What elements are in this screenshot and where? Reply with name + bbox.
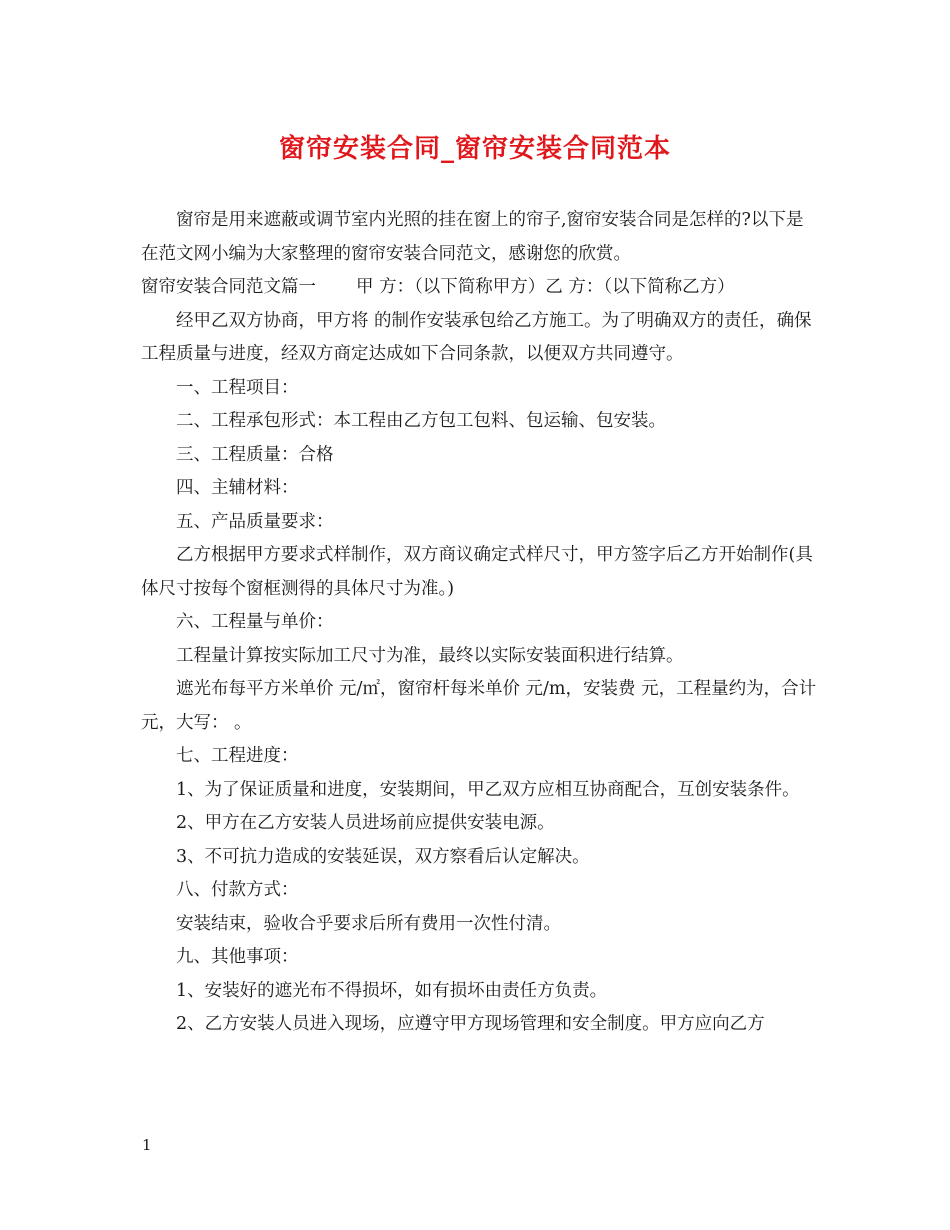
intro-paragraph (141, 204, 817, 271)
section-heading-line (141, 271, 817, 305)
item-3: 三、工程质量：合格 (176, 444, 334, 465)
item-7-2: 2、甲方在乙方安装人员进场前应提供安装电源。 (176, 813, 555, 833)
item-5-text (141, 539, 817, 606)
item-4: 四、主辅材料： (176, 478, 299, 498)
preamble-line-1: 经甲乙双方协商，甲方将 的制作安装承包给乙方施工。为了明确双方的责任， (176, 310, 777, 331)
item-5-text-line-1: 乙方根据甲方要求式样制作，双方商议确定式样尺寸，甲方签字后乙方开始制 (176, 545, 771, 565)
item-7-1-line-2: 件。 (764, 779, 800, 800)
page-number: 1 (142, 1136, 152, 1154)
document-title: 窗帘安装合同_窗帘安装合同范本 (278, 134, 671, 164)
item-7-1-line-1: 1、为了保证质量和进度，安装期间，甲乙双方应相互协商配合，互创安装条 (176, 779, 765, 800)
item-9: 九、其他事项： (176, 947, 299, 967)
item-6: 六、工程量与单价： (176, 612, 334, 632)
item-7-1 (141, 774, 817, 808)
item-1: 一、工程项目： (176, 377, 299, 398)
intro-line-2: 下是在范文网小编为大家整理的窗帘安装合同范文，感谢您的欣赏。 (141, 210, 804, 264)
intro-line-1: 窗帘是用来遮蔽或调节室内光照的挂在窗上的帘子,窗帘安装合同是怎样的?以 (176, 210, 769, 230)
item-7-3: 3、不可抗力造成的安装延误，双方察看后认定解决。 (176, 846, 590, 867)
item-8-text: 安装结束，验收合乎要求后所有费用一次性付清。 (176, 913, 561, 934)
preamble-line-2: 确保工程质量与进度，经双方商定达成如下合同条款，以便双方共同遵守。 (141, 310, 812, 364)
item-6-text-2 (141, 673, 817, 740)
item-9-2: 2、乙方安装人员进入现场，应遵守甲方现场管理和安全制度。甲方应向乙方 (176, 1014, 765, 1034)
item-6-text-1: 工程量计算按实际加工尺寸为准，最终以实际安装面积进行结算。 (176, 645, 684, 666)
section-heading: 窗帘安装合同范文篇一 (141, 277, 316, 297)
item-8: 八、付款方式： (176, 880, 299, 900)
parties-line: 甲 方：（以下简称甲方）乙 方：（以下简称乙方） (356, 277, 735, 297)
item-5-text-line-2: 作(具体尺寸按每个窗框测得的具体尺寸为准。) (141, 545, 813, 599)
item-2: 二、工程承包形式：本工程由乙方包工包料、包运输、包安装。 (176, 411, 666, 431)
document-body (141, 204, 817, 1042)
item-7: 七、工程进度： (176, 746, 299, 766)
preamble-paragraph (141, 305, 817, 372)
item-6-text-2-line-2: ，合计 元，大写： 。 (141, 679, 817, 733)
item-9-1: 1、安装好的遮光布不得损坏，如有损坏由责任方负责。 (176, 980, 608, 1001)
item-6-text-2-line-1: 遮光布每平方米单价 元/㎡，窗帘杆每米单价 元/m，安装费 元，工程量约为 (176, 679, 764, 699)
item-5: 五、产品质量要求： (176, 511, 334, 532)
